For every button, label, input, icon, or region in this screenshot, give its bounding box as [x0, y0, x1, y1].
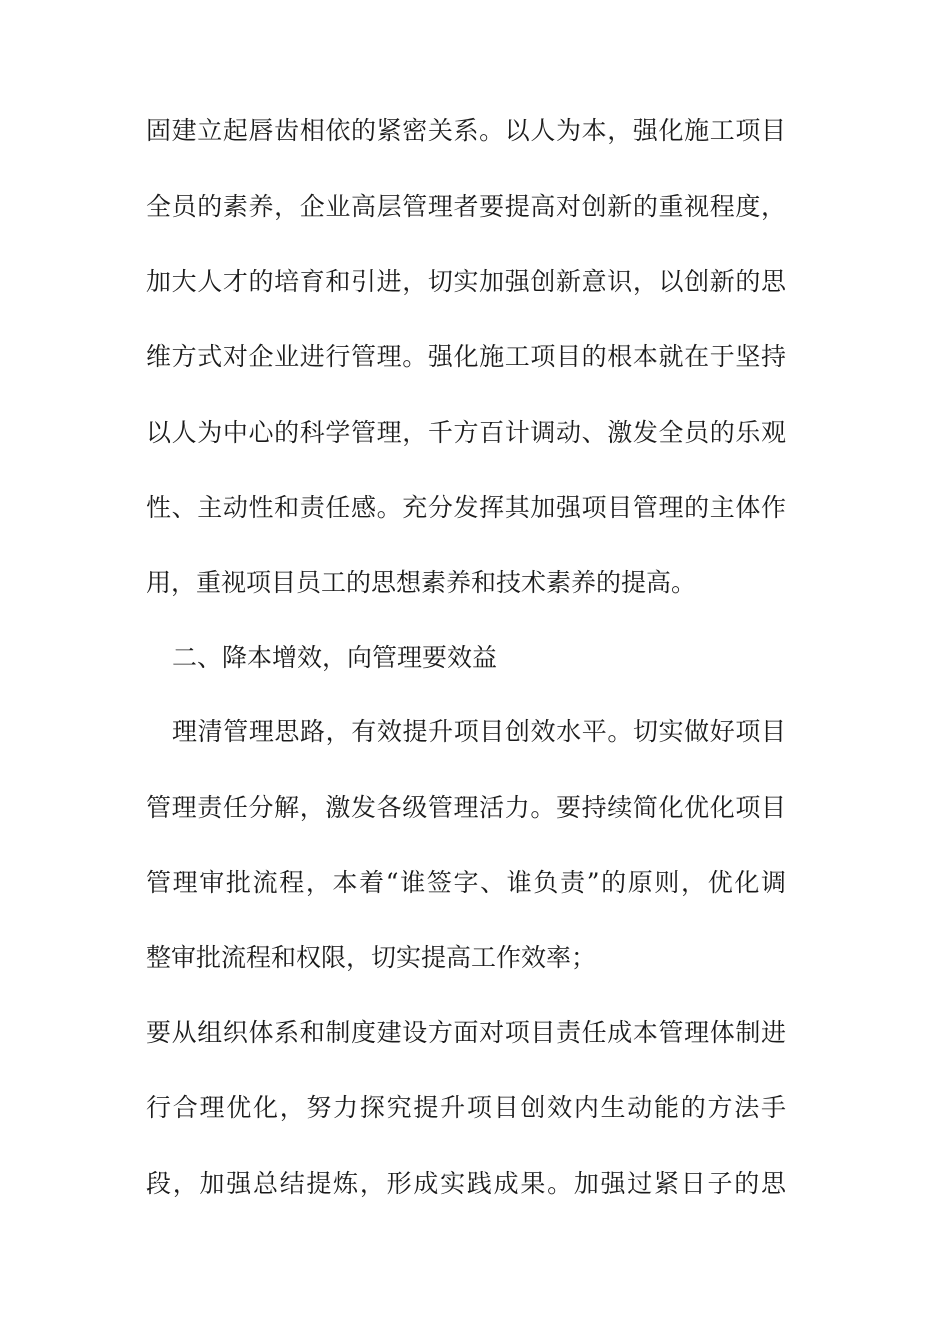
- paragraph-line: 行合理优化，努力探究提升项目创效内生动能的方法手: [146, 1093, 786, 1122]
- paragraph-line: 以人为中心的科学管理，千方百计调动、激发全员的乐观: [146, 418, 786, 447]
- paragraph-line: 理清管理思路，有效提升项目创效水平。切实做好项目: [172, 717, 786, 746]
- paragraph-line: 管理责任分解，激发各级管理活力。要持续简化优化项目: [146, 793, 786, 822]
- section-heading: 二、降本增效，向管理要效益: [172, 643, 498, 672]
- paragraph-line: 全员的素养，企业高层管理者要提高对创新的重视程度，: [146, 192, 786, 221]
- paragraph-line: 管理审批流程，本着“谁签字、谁负责”的原则，优化调: [146, 868, 786, 897]
- paragraph-line: 要从组织体系和制度建设方面对项目责任成本管理体制进: [146, 1018, 786, 1047]
- paragraph-line: 整审批流程和权限，切实提高工作效率；: [146, 943, 597, 972]
- paragraph-line: 用，重视项目员工的思想素养和技术素养的提高。: [146, 568, 697, 597]
- paragraph-line: 段，加强总结提炼，形成实践成果。加强过紧日子的思: [146, 1169, 786, 1198]
- paragraph-line: 加大人才的培育和引进，切实加强创新意识，以创新的思: [146, 267, 786, 296]
- paragraph-line: 固建立起唇齿相依的紧密关系。以人为本，强化施工项目: [146, 116, 786, 145]
- paragraph-line: 性、主动性和责任感。充分发挥其加强项目管理的主体作: [146, 493, 786, 522]
- paragraph-line: 维方式对企业进行管理。强化施工项目的根本就在于坚持: [146, 342, 786, 371]
